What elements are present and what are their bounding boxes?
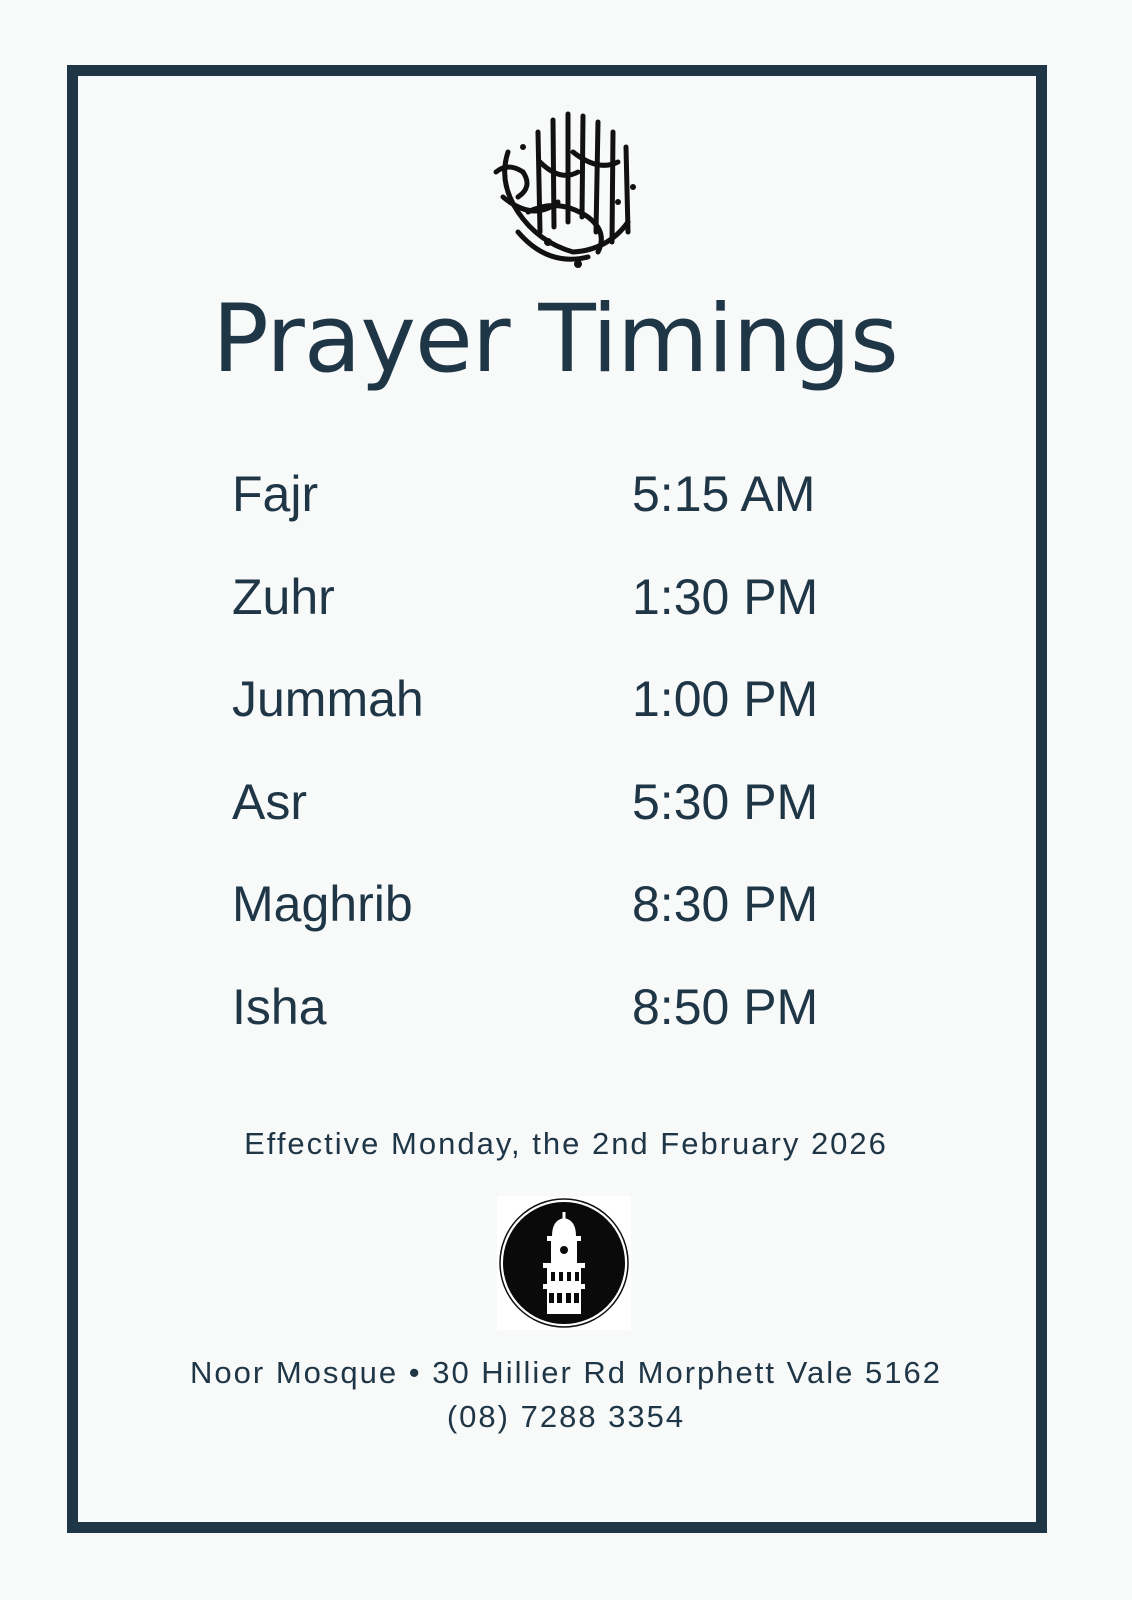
prayer-time: 8:50 PM — [632, 978, 819, 1035]
timing-row-zuhr — [232, 559, 872, 662]
prayer-timings-list — [232, 456, 872, 1071]
prayer-time: 8:30 PM — [632, 876, 819, 932]
mosque-address — [0, 1351, 1132, 1439]
prayer-time: 5:30 PM — [632, 773, 819, 830]
prayer-time: 1:00 PM — [632, 671, 819, 727]
shahada-calligraphy-icon — [478, 92, 654, 272]
prayer-name: Zuhr — [232, 568, 335, 625]
page-title: Prayer Timings — [212, 285, 898, 394]
timing-row-asr — [232, 764, 872, 867]
timing-row-jummah — [232, 661, 872, 764]
phone-number: (08) 7288 3354 — [446, 1399, 686, 1434]
address-line: Noor Mosque • 30 Hillier Rd Morphett Vale 5162 — [190, 1355, 942, 1390]
prayer-time: 1:30 PM — [632, 568, 819, 625]
minaret-logo-icon — [497, 1196, 631, 1330]
timing-row-maghrib — [232, 866, 872, 969]
prayer-time: 5:15 AM — [632, 466, 816, 522]
prayer-name: Jummah — [232, 671, 424, 727]
timing-row-fajr — [232, 456, 872, 559]
prayer-name: Maghrib — [232, 876, 413, 932]
prayer-name: Asr — [232, 773, 307, 830]
timing-row-isha — [232, 969, 872, 1072]
effective-date: Effective Monday, the 2nd February 2026 — [244, 1126, 888, 1161]
prayer-name: Isha — [232, 978, 327, 1035]
prayer-name: Fajr — [232, 466, 319, 522]
